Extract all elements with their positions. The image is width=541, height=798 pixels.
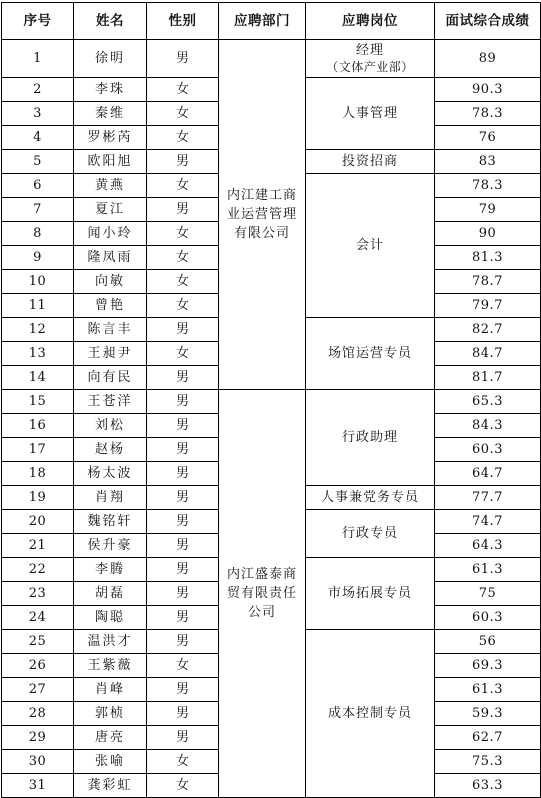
cell-serial: 26: [2, 654, 74, 678]
position-label: 人事兼党务专员: [320, 490, 419, 505]
cell-department: 内江盛泰商贸有限责任公司: [219, 390, 306, 798]
cell-serial: 20: [2, 510, 74, 534]
cell-serial: 18: [2, 462, 74, 486]
cell-gender: 女: [147, 774, 219, 798]
cell-name: 刘松: [74, 414, 147, 438]
cell-gender: 男: [147, 462, 219, 486]
cell-name: 李珠: [74, 78, 147, 102]
cell-score: 84.7: [435, 342, 541, 366]
cell-name: 黄燕: [74, 174, 147, 198]
cell-position: [306, 150, 435, 174]
cell-name: 侯升豪: [74, 534, 147, 558]
cell-name: 温洪才: [74, 630, 147, 654]
cell-gender: 女: [147, 78, 219, 102]
cell-name: 向敏: [74, 270, 147, 294]
cell-score: 84.3: [435, 414, 541, 438]
cell-score: 62.7: [435, 726, 541, 750]
cell-gender: 女: [147, 654, 219, 678]
cell-serial: 24: [2, 606, 74, 630]
cell-gender: 男: [147, 438, 219, 462]
cell-serial: 3: [2, 102, 74, 126]
cell-name: 魏铭轩: [74, 510, 147, 534]
cell-gender: 男: [147, 318, 219, 342]
cell-serial: 17: [2, 438, 74, 462]
position-label: 行政助理: [341, 430, 398, 445]
cell-score: 82.7: [435, 318, 541, 342]
cell-gender: 男: [147, 726, 219, 750]
cell-score: 78.3: [435, 174, 541, 198]
cell-gender: 男: [147, 40, 219, 78]
cell-score: 78.3: [435, 102, 541, 126]
cell-name: 陈言丰: [74, 318, 147, 342]
cell-gender: 男: [147, 558, 219, 582]
cell-serial: 14: [2, 366, 74, 390]
header-serial: 序号: [2, 3, 74, 40]
table-row: [2, 390, 541, 414]
cell-position: [306, 510, 435, 558]
header-row: [2, 3, 541, 40]
cell-department: 内江建工商业运营管理有限公司: [219, 40, 306, 390]
position-label: 场馆运营专员: [327, 346, 412, 361]
cell-name: 徐明: [74, 40, 147, 78]
cell-serial: 9: [2, 246, 74, 270]
header-score: 面试综合成绩: [435, 3, 541, 40]
cell-gender: 女: [147, 222, 219, 246]
cell-name: 王昶尹: [74, 342, 147, 366]
cell-score: 77.7: [435, 486, 541, 510]
cell-name: 陶聪: [74, 606, 147, 630]
cell-serial: 8: [2, 222, 74, 246]
cell-score: 61.3: [435, 678, 541, 702]
cell-serial: 16: [2, 414, 74, 438]
cell-gender: 女: [147, 342, 219, 366]
cell-name: 隆凤雨: [74, 246, 147, 270]
cell-name: 肖翔: [74, 486, 147, 510]
cell-score: 74.7: [435, 510, 541, 534]
cell-name: 杨太波: [74, 462, 147, 486]
cell-gender: 女: [147, 174, 219, 198]
cell-serial: 29: [2, 726, 74, 750]
cell-name: 夏江: [74, 198, 147, 222]
header-position: 应聘岗位: [306, 3, 435, 40]
cell-score: 59.3: [435, 702, 541, 726]
table-row: [2, 40, 541, 78]
cell-position: [306, 78, 435, 150]
cell-score: 64.3: [435, 534, 541, 558]
cell-gender: 男: [147, 582, 219, 606]
cell-score: 79.7: [435, 294, 541, 318]
cell-position: [306, 390, 435, 486]
position-label: 会计: [355, 238, 384, 253]
cell-score: 78.7: [435, 270, 541, 294]
cell-serial: 21: [2, 534, 74, 558]
cell-serial: 23: [2, 582, 74, 606]
header-name: 姓名: [74, 3, 147, 40]
cell-serial: 27: [2, 678, 74, 702]
cell-name: 王苍洋: [74, 390, 147, 414]
cell-score: 63.3: [435, 774, 541, 798]
cell-gender: 女: [147, 102, 219, 126]
position-label: 行政专员: [341, 526, 398, 541]
cell-score: 75.3: [435, 750, 541, 774]
cell-name: 胡磊: [74, 582, 147, 606]
position-label: 市场拓展专员: [327, 586, 412, 601]
cell-score: 64.7: [435, 462, 541, 486]
cell-score: 76: [435, 126, 541, 150]
cell-name: 王紫薇: [74, 654, 147, 678]
cell-gender: 男: [147, 702, 219, 726]
cell-name: 向有民: [74, 366, 147, 390]
cell-serial: 7: [2, 198, 74, 222]
cell-serial: 30: [2, 750, 74, 774]
cell-serial: 22: [2, 558, 74, 582]
cell-score: 61.3: [435, 558, 541, 582]
cell-score: 56: [435, 630, 541, 654]
cell-gender: 男: [147, 414, 219, 438]
cell-serial: 13: [2, 342, 74, 366]
cell-gender: 男: [147, 678, 219, 702]
cell-score: 90.3: [435, 78, 541, 102]
cell-name: 欧阳旭: [74, 150, 147, 174]
cell-gender: 男: [147, 486, 219, 510]
cell-serial: 6: [2, 174, 74, 198]
cell-score: 60.3: [435, 606, 541, 630]
cell-score: 60.3: [435, 438, 541, 462]
cell-gender: 男: [147, 510, 219, 534]
cell-name: 唐亮: [74, 726, 147, 750]
cell-gender: 女: [147, 270, 219, 294]
cell-score: 81.7: [435, 366, 541, 390]
cell-name: 赵杨: [74, 438, 147, 462]
header-department: 应聘部门: [219, 3, 306, 40]
cell-gender: 女: [147, 294, 219, 318]
position-label: 投资招商: [341, 154, 398, 169]
cell-gender: 男: [147, 198, 219, 222]
cell-name: 罗彬芮: [74, 126, 147, 150]
cell-score: 79: [435, 198, 541, 222]
cell-serial: 11: [2, 294, 74, 318]
cell-serial: 25: [2, 630, 74, 654]
cell-score: 90: [435, 222, 541, 246]
header-gender: 性别: [147, 3, 219, 40]
cell-serial: 10: [2, 270, 74, 294]
cell-name: 李腾: [74, 558, 147, 582]
cell-score: 89: [435, 40, 541, 78]
cell-name: 龚彩虹: [74, 774, 147, 798]
cell-serial: 28: [2, 702, 74, 726]
cell-name: 秦维: [74, 102, 147, 126]
position-label: 人事管理: [341, 106, 398, 121]
cell-serial: 1: [2, 40, 74, 78]
cell-serial: 15: [2, 390, 74, 414]
cell-serial: 12: [2, 318, 74, 342]
cell-name: 肖峰: [74, 678, 147, 702]
cell-name: 闻小玲: [74, 222, 147, 246]
cell-serial: 4: [2, 126, 74, 150]
cell-position: [306, 318, 435, 390]
cell-gender: 男: [147, 366, 219, 390]
cell-score: 81.3: [435, 246, 541, 270]
cell-position: [306, 558, 435, 630]
cell-gender: 女: [147, 750, 219, 774]
cell-name: 郭桢: [74, 702, 147, 726]
cell-gender: 女: [147, 126, 219, 150]
cell-score: 65.3: [435, 390, 541, 414]
cell-gender: 男: [147, 606, 219, 630]
position-label: 成本控制专员: [327, 706, 412, 721]
position-sublabel: （文体产业部）: [326, 59, 414, 74]
cell-score: 69.3: [435, 654, 541, 678]
cell-serial: 31: [2, 774, 74, 798]
position-label: 经理: [355, 42, 384, 58]
cell-serial: 2: [2, 78, 74, 102]
cell-gender: 男: [147, 630, 219, 654]
cell-serial: 5: [2, 150, 74, 174]
cell-name: 张喻: [74, 750, 147, 774]
cell-gender: 男: [147, 390, 219, 414]
interview-results-table: [1, 2, 541, 798]
cell-score: 75: [435, 582, 541, 606]
cell-position: [306, 174, 435, 318]
cell-score: 83: [435, 150, 541, 174]
cell-gender: 男: [147, 534, 219, 558]
cell-name: 曾艳: [74, 294, 147, 318]
cell-gender: 男: [147, 150, 219, 174]
cell-position: [306, 486, 435, 510]
cell-serial: 19: [2, 486, 74, 510]
cell-position: [306, 630, 435, 798]
cell-position: [306, 40, 435, 78]
cell-gender: 女: [147, 246, 219, 270]
